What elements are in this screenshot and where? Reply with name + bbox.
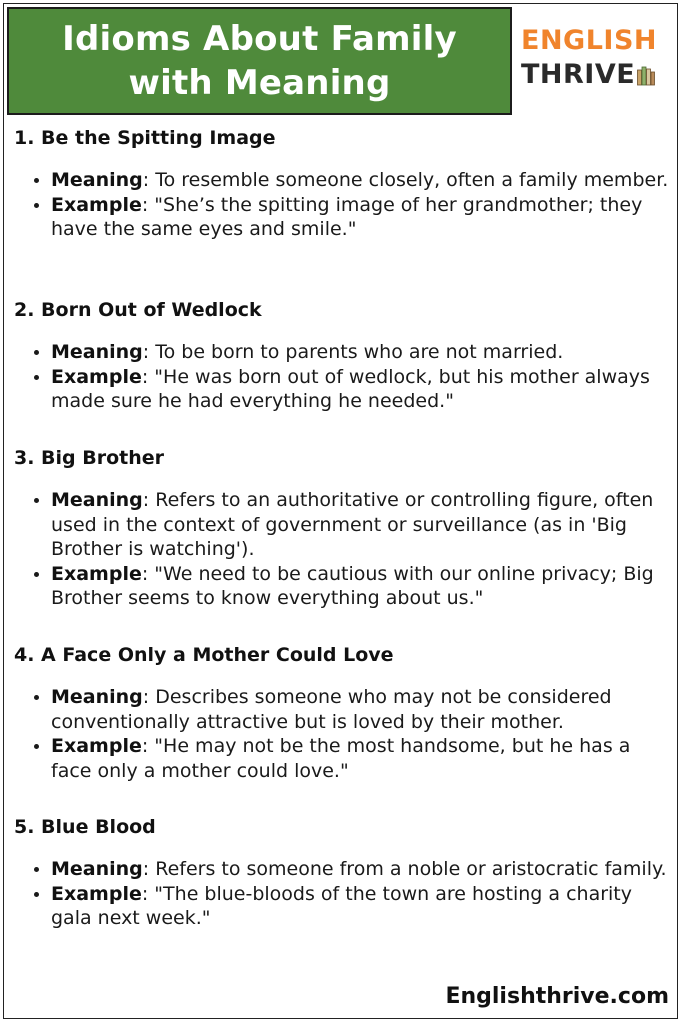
meaning-item xyxy=(51,685,669,734)
meaning-label: Meaning xyxy=(51,169,143,191)
example-text: : "The blue-bloods of the town are hosting a charity gala next week." xyxy=(51,882,632,929)
title-line-1: Idioms About Family xyxy=(62,19,457,59)
idiom-details xyxy=(14,857,669,931)
meaning-item xyxy=(51,340,669,365)
meaning-label: Meaning xyxy=(51,858,143,880)
idiom-section xyxy=(14,442,669,611)
example-text: : "We need to be cautious with our online privacy; Big Brother seems to know everything about us." xyxy=(51,562,654,609)
meaning-label: Meaning xyxy=(51,489,143,511)
meaning-text: : To resemble someone closely, often a family member. xyxy=(142,169,669,191)
books-icon xyxy=(637,64,655,86)
logo-english-text: ENGLISH xyxy=(521,25,657,56)
logo-thrive-text: THRIVE xyxy=(521,59,636,90)
meaning-text: : Refers to an authoritative or controlling figure, often used in the context of government or surveillance (as in 'Big Brother is watching'). xyxy=(51,489,654,560)
meaning-text: : Describes someone who may not be considered conventionally attractive but is loved by their mother. xyxy=(51,686,612,733)
idiom-details xyxy=(14,685,669,783)
footer-website: Englishthrive.com xyxy=(445,984,669,1009)
example-text: : "He was born out of wedlock, but his mother always made sure he had everything he needed." xyxy=(51,365,650,412)
idiom-heading: 2. Born Out of Wedlock xyxy=(14,299,262,321)
page-title xyxy=(62,17,457,105)
meaning-item xyxy=(51,168,669,193)
example-label: Example xyxy=(51,193,142,216)
meaning-text: : Refers to someone from a noble or aristocratic family. xyxy=(142,858,667,880)
example-label: Example xyxy=(51,735,142,757)
example-label: Example xyxy=(51,562,142,585)
example-text: : "She’s the spitting image of her grandmother; they have the same eyes and smile." xyxy=(51,193,643,240)
idiom-section xyxy=(14,639,669,783)
meaning-text: : To be born to parents who are not married. xyxy=(142,341,564,363)
idiom-heading: 1. Be the Spitting Image xyxy=(14,127,276,149)
meaning-item xyxy=(51,488,669,562)
english-thrive-logo xyxy=(521,24,671,104)
example-label: Example xyxy=(51,882,142,905)
idiom-section xyxy=(14,811,669,931)
meaning-item xyxy=(51,857,669,882)
example-item xyxy=(51,365,669,414)
idiom-heading: 3. Big Brother xyxy=(14,447,165,469)
example-text: : "He may not be the most handsome, but he has a face only a mother could love." xyxy=(51,735,631,782)
example-item xyxy=(51,193,669,242)
meaning-label: Meaning xyxy=(51,686,143,708)
example-item xyxy=(51,562,669,611)
meaning-label: Meaning xyxy=(51,341,143,363)
title-line-2: with Meaning xyxy=(128,63,391,103)
idiom-details xyxy=(14,488,669,611)
example-label: Example xyxy=(51,365,142,388)
idiom-heading: 4. A Face Only a Mother Could Love xyxy=(14,644,394,666)
example-item xyxy=(51,734,669,783)
idiom-details xyxy=(14,168,669,242)
idiom-heading: 5. Blue Blood xyxy=(14,816,156,838)
idiom-section xyxy=(14,122,669,242)
idiom-section xyxy=(14,294,669,414)
title-banner xyxy=(7,7,512,115)
example-item xyxy=(51,882,669,931)
idiom-details xyxy=(14,340,669,414)
logo-thrive-row xyxy=(521,58,671,92)
